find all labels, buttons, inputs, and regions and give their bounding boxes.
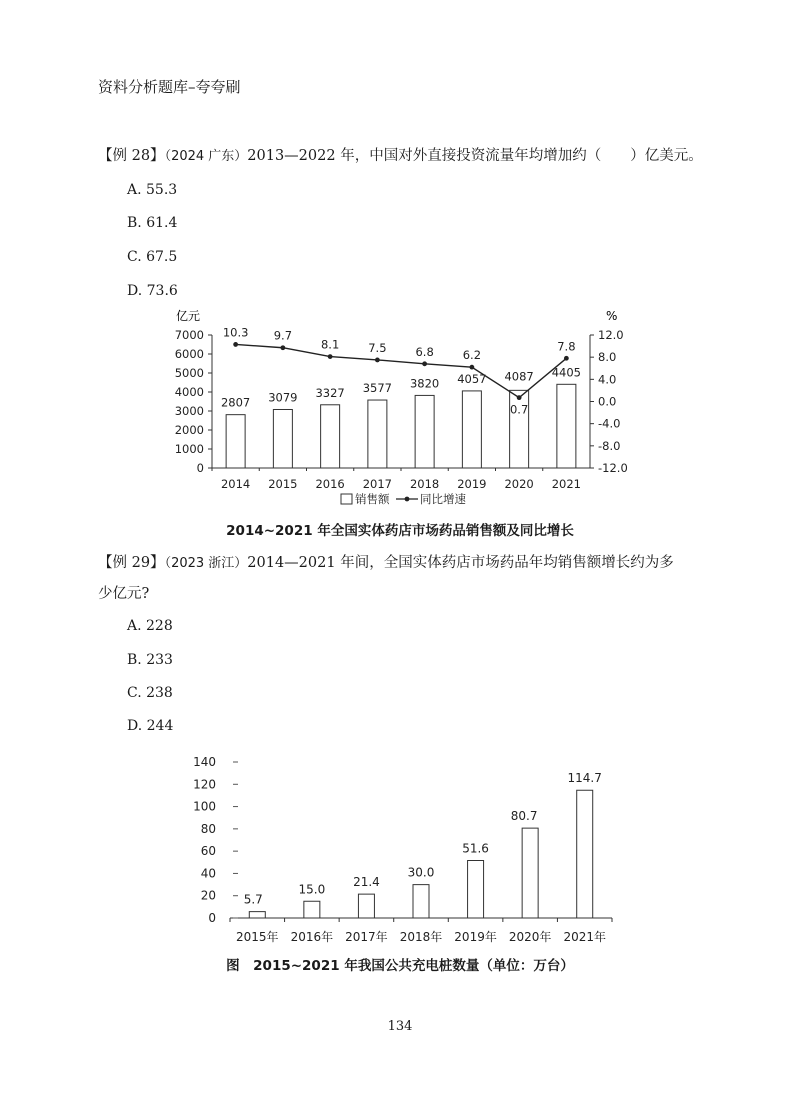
chart1-bar-label: 2807 (220, 395, 251, 410)
chart1-bar-label: 3820 (409, 376, 440, 391)
chart1-line-label: 7.5 (368, 340, 387, 355)
chart1-ytick-right: -12.0 (598, 461, 628, 475)
q29-option-c[interactable]: C. 238 (127, 685, 173, 701)
chart2-ytick: 120 (193, 777, 216, 792)
chart2-ytick: 80 (200, 821, 216, 836)
chart1-bar (557, 384, 576, 468)
chart-charging-piles (180, 748, 620, 952)
question-28-source: （2024 广东） (164, 149, 248, 164)
chart1-ytick-left: 3000 (174, 404, 204, 418)
chart2-bar-label: 21.4 (353, 875, 380, 890)
chart2-bar-label: 5.7 (243, 892, 263, 907)
chart2-bar (522, 828, 538, 918)
chart2-ytick: 100 (193, 799, 216, 814)
q29-option-a[interactable]: A. 228 (127, 618, 173, 634)
chart-pharmacy-sales (160, 308, 650, 518)
chart1-ytick-left: 7000 (174, 328, 204, 342)
chart1-bar (273, 409, 292, 468)
chart1-bar (368, 400, 387, 468)
page-number: 134 (387, 1019, 413, 1034)
chart1-xtick-label: 2016 (315, 477, 345, 491)
chart1-growth-point (517, 395, 522, 400)
chart1-ytick-right: -4.0 (598, 416, 621, 431)
chart1-line-label: 6.8 (415, 344, 434, 359)
chart1-ytick-left: 6000 (174, 347, 204, 361)
question-29-source: （2023 浙江） (164, 556, 248, 571)
chart2-bar (358, 894, 374, 918)
q29-option-d[interactable]: D. 244 (127, 718, 174, 734)
chart1-xtick-label: 2019 (457, 477, 487, 491)
chart2-bar (468, 861, 484, 918)
chart1-ytick-left: 0 (196, 461, 204, 475)
chart1-ylabel-left: 亿元 (176, 309, 201, 323)
question-29 (98, 553, 674, 574)
chart1-line-label: 8.1 (320, 337, 340, 352)
chart1-bar (462, 391, 481, 468)
chart1-xtick-label: 2014 (220, 477, 251, 491)
q28-option-a[interactable]: A. 55.3 (127, 182, 178, 198)
chart2-xtick-label: 2017年 (345, 930, 388, 944)
chart1-bar (321, 405, 340, 468)
chart1-bar-label: 4087 (504, 369, 534, 384)
chart1-growth-point (422, 361, 427, 366)
chart1-xtick-label: 2020 (504, 477, 534, 491)
q28-option-d[interactable]: D. 73.6 (127, 283, 178, 299)
chart1-growth-point (564, 356, 569, 361)
chart2-xtick-label: 2020年 (508, 930, 552, 944)
legend-bar-swatch (341, 494, 352, 504)
chart1-ytick-right: 0.0 (598, 394, 617, 409)
chart2-xtick-label: 2015年 (236, 930, 279, 944)
chart1-bar (226, 415, 245, 468)
chart2-bar-label: 51.6 (462, 841, 489, 856)
chart1-ytick-left: 2000 (174, 423, 204, 437)
chart1-bar-label: 3079 (268, 390, 298, 405)
chart1-ytick-left: 4000 (174, 385, 204, 399)
chart2-bar (577, 790, 593, 918)
chart1-ytick-right: 12.0 (598, 328, 624, 342)
legend-line-marker (405, 497, 410, 502)
chart1-growth-point (233, 342, 238, 347)
chart2-bar (413, 885, 429, 918)
chart1-bar-label: 3577 (362, 381, 393, 396)
chart2-bar-label: 15.0 (298, 882, 326, 897)
chart1-legend (341, 492, 466, 506)
chart1-line-label: 0.7 (509, 402, 529, 417)
chart1-bar-label: 4057 (457, 371, 487, 386)
question-29-text-line1: 2014—2021 年间，全国实体药店市场药品年均销售额增长约为多 (247, 555, 674, 571)
chart1-xtick-label: 2015 (268, 477, 298, 491)
chart1-growth-point (328, 354, 333, 359)
chart1-ytick-right: 8.0 (598, 350, 617, 365)
chart2-xtick-label: 2021年 (563, 930, 606, 944)
legend-line-label: 同比增速 (420, 492, 466, 506)
chart2-xtick-label: 2019年 (454, 930, 497, 944)
chart1-bar-label: 4405 (551, 365, 582, 380)
question-29-label: 【例 29】 (98, 555, 165, 571)
chart2-ytick: 40 (200, 866, 216, 881)
chart2-title: 图 2015~2021 年我国公共充电桩数量（单位：万台） (226, 958, 574, 974)
chart2-ytick: 140 (193, 755, 216, 769)
chart1-line-label: 7.8 (557, 339, 576, 354)
chart1-xtick-label: 2021 (551, 477, 582, 491)
chart1-growth-point (280, 345, 285, 350)
chart1-line-label: 6.2 (462, 348, 482, 363)
chart1-ytick-left: 1000 (174, 442, 204, 456)
chart1-growth-point (469, 365, 474, 370)
chart1-ytick-left: 5000 (174, 366, 204, 380)
chart1-title: 2014~2021 年全国实体药店市场药品销售额及同比增长 (226, 523, 574, 539)
chart1-line-label: 9.7 (273, 328, 293, 343)
chart1-ytick-right: -8.0 (598, 438, 621, 453)
chart2-bar-label: 30.0 (407, 865, 435, 880)
q28-option-b[interactable]: B. 61.4 (127, 215, 178, 231)
question-28 (98, 146, 703, 167)
chart1-bar (415, 395, 434, 468)
chart2-bar (249, 912, 265, 918)
chart2-ytick: 20 (200, 888, 216, 903)
chart1-xtick-label: 2017 (362, 477, 393, 491)
q28-option-c[interactable]: C. 67.5 (127, 249, 178, 265)
chart2-bar (304, 901, 320, 918)
chart1-bar-label: 3327 (315, 385, 345, 400)
chart2-ytick: 60 (200, 844, 216, 859)
legend-bar-label: 销售额 (355, 492, 390, 506)
chart2-bar-label: 80.7 (510, 809, 538, 824)
chart1-xtick-label: 2018 (409, 477, 440, 491)
chart1-ylabel-right: % (606, 309, 618, 323)
chart2-xtick-label: 2016年 (290, 930, 334, 944)
chart2-bar-label: 114.7 (567, 771, 602, 786)
page-header: 资料分析题库–夸夸刷 (98, 78, 241, 96)
chart2-ytick: 0 (208, 911, 216, 925)
chart2-xtick-label: 2018年 (399, 930, 443, 944)
chart1-growth-point (375, 358, 380, 363)
chart1-ytick-right: 4.0 (598, 372, 617, 387)
q29-option-b[interactable]: B. 233 (127, 652, 173, 668)
question-28-text: 2013—2022 年，中国对外直接投资流量年均增加约（ ）亿美元。 (247, 148, 703, 164)
chart1-line-label: 10.3 (222, 325, 249, 340)
question-28-label: 【例 28】 (98, 148, 165, 164)
question-29-text-line2: 少亿元? (98, 586, 150, 602)
